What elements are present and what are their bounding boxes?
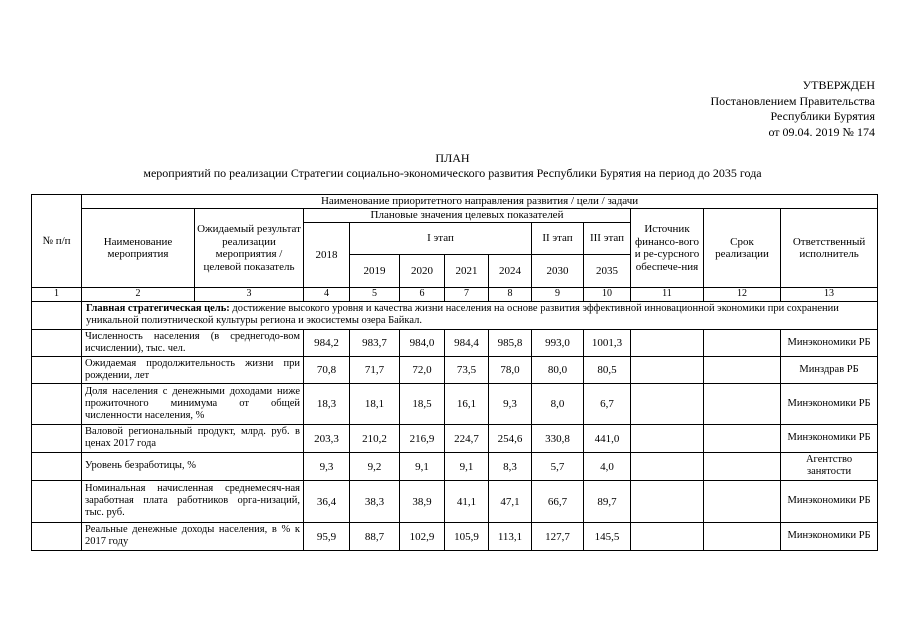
header-stage-2: II этап: [532, 223, 584, 255]
column-number: 10: [584, 288, 631, 302]
row-num-cell: [32, 480, 82, 522]
indicator-name: Реальные денежные доходы населения, в % к 2017 году: [82, 522, 304, 550]
row-num-cell: [32, 329, 82, 356]
responsible-cell: Минэкономики РБ: [781, 522, 878, 550]
row-num-cell: [32, 452, 82, 480]
header-term: Срок реализации: [704, 209, 781, 288]
source-cell: [631, 356, 704, 383]
indicator-name: Валовой региональный продукт, млрд. руб. в ценах 2017 года: [82, 424, 304, 452]
table-row: [32, 356, 878, 383]
source-cell: [631, 480, 704, 522]
indicator-name: Доля населения с денежными доходами ниже прожиточного минимума от общей численности населения, %: [82, 383, 304, 424]
goal-text: достижение высокого уровня и качества жизни населения на основе развития эффективной инновационной экономики при сохранении уникальной полиэтнической культуры региона и экосистемы озера Байкал.: [86, 303, 839, 326]
value-2021: 224,7: [445, 424, 489, 452]
value-2035: 4,0: [584, 452, 631, 480]
approval-stamp: [710, 78, 875, 140]
header-row: [32, 195, 878, 209]
header-year-2024: 2024: [489, 255, 532, 288]
value-2018: 70,8: [304, 356, 350, 383]
value-2018: 9,3: [304, 452, 350, 480]
column-number: 3: [195, 288, 304, 302]
value-2030: 8,0: [532, 383, 584, 424]
column-number: 8: [489, 288, 532, 302]
value-2035: 145,5: [584, 522, 631, 550]
approval-date: от 09.04. 2019 № 174: [768, 124, 875, 139]
column-number: 12: [704, 288, 781, 302]
column-number: 13: [781, 288, 878, 302]
value-2024: 9,3: [489, 383, 532, 424]
source-cell: [631, 383, 704, 424]
goal-label: Главная стратегическая цель:: [86, 303, 230, 314]
responsible-cell: Минэкономики РБ: [781, 480, 878, 522]
source-cell: [631, 329, 704, 356]
value-2030: 993,0: [532, 329, 584, 356]
term-cell: [704, 329, 781, 356]
document-heading: ПЛАН: [435, 151, 470, 165]
responsible-cell: Минэкономики РБ: [781, 329, 878, 356]
value-2035: 6,7: [584, 383, 631, 424]
value-2024: 113,1: [489, 522, 532, 550]
goal-cell: [82, 301, 878, 329]
plan-table: [31, 194, 878, 551]
column-number: 4: [304, 288, 350, 302]
value-2019: 983,7: [350, 329, 400, 356]
header-year-2018: 2018: [304, 223, 350, 288]
responsible-cell: Минэкономики РБ: [781, 424, 878, 452]
header-year-2030: 2030: [532, 255, 584, 288]
approval-line: УТВЕРЖДЕН: [802, 78, 875, 92]
source-cell: [631, 452, 704, 480]
table-row: [32, 329, 878, 356]
value-2035: 80,5: [584, 356, 631, 383]
header-group: Наименование приоритетного направления развития / цели / задачи: [82, 195, 878, 209]
responsible-cell: Минэкономики РБ: [781, 383, 878, 424]
header-year-2021: 2021: [445, 255, 489, 288]
value-2020: 216,9: [400, 424, 445, 452]
row-num-cell: [32, 424, 82, 452]
header-num: № п/п: [32, 195, 82, 288]
value-2019: 71,7: [350, 356, 400, 383]
header-name: Наименование мероприятия: [82, 209, 195, 288]
value-2024: 47,1: [489, 480, 532, 522]
value-2020: 984,0: [400, 329, 445, 356]
header-planned: Плановые значения целевых показателей: [304, 209, 631, 223]
column-number: 9: [532, 288, 584, 302]
row-num-cell: [32, 356, 82, 383]
indicator-name: Уровень безработицы, %: [82, 452, 304, 480]
source-cell: [631, 424, 704, 452]
value-2020: 9,1: [400, 452, 445, 480]
term-cell: [704, 452, 781, 480]
goal-row: [32, 301, 878, 329]
value-2021: 73,5: [445, 356, 489, 383]
value-2018: 95,9: [304, 522, 350, 550]
column-number: 7: [445, 288, 489, 302]
value-2018: 203,3: [304, 424, 350, 452]
indicator-name: Ожидаемая продолжительность жизни при рождении, лет: [82, 356, 304, 383]
header-row: [32, 209, 878, 223]
value-2020: 38,9: [400, 480, 445, 522]
value-2018: 984,2: [304, 329, 350, 356]
value-2021: 9,1: [445, 452, 489, 480]
value-2024: 8,3: [489, 452, 532, 480]
approval-line: Республики Бурятия: [770, 109, 875, 123]
column-number: 11: [631, 288, 704, 302]
value-2020: 102,9: [400, 522, 445, 550]
value-2021: 105,9: [445, 522, 489, 550]
document-subtitle: мероприятий по реализации Стратегии социально-экономического развития Республики Бурятия на период до 2035 года: [143, 166, 762, 180]
table-row: [32, 452, 878, 480]
header-source: Источник финансо-вого и ре-сурсного обеспече-ния: [631, 209, 704, 288]
value-2030: 5,7: [532, 452, 584, 480]
value-2021: 984,4: [445, 329, 489, 356]
header-year-2035: 2035: [584, 255, 631, 288]
value-2020: 72,0: [400, 356, 445, 383]
term-cell: [704, 383, 781, 424]
approval-line: Постановлением Правительства: [710, 93, 875, 108]
table-row: [32, 383, 878, 424]
value-2035: 89,7: [584, 480, 631, 522]
table-row: [32, 522, 878, 550]
value-2018: 18,3: [304, 383, 350, 424]
value-2030: 127,7: [532, 522, 584, 550]
row-num-cell: [32, 383, 82, 424]
term-cell: [704, 356, 781, 383]
value-2024: 78,0: [489, 356, 532, 383]
goal-num-cell: [32, 301, 82, 329]
value-2019: 88,7: [350, 522, 400, 550]
value-2035: 441,0: [584, 424, 631, 452]
header-result: Ожидаемый результат реализации мероприятия / целевой показатель: [195, 209, 304, 288]
value-2021: 41,1: [445, 480, 489, 522]
indicator-name: Численность населения (в среднегодо-вом исчислении), тыс. чел.: [82, 329, 304, 356]
value-2020: 18,5: [400, 383, 445, 424]
row-num-cell: [32, 522, 82, 550]
term-cell: [704, 480, 781, 522]
value-2021: 16,1: [445, 383, 489, 424]
indicator-name: Номинальная начисленная среднемесяч-ная заработная плата работников орга-низаций, тыс. руб.: [82, 480, 304, 522]
table-row: [32, 424, 878, 452]
value-2019: 210,2: [350, 424, 400, 452]
value-2030: 66,7: [532, 480, 584, 522]
table-row: [32, 480, 878, 522]
column-number: 1: [32, 288, 82, 302]
value-2019: 18,1: [350, 383, 400, 424]
header-year-2020: 2020: [400, 255, 445, 288]
value-2035: 1001,3: [584, 329, 631, 356]
responsible-cell: Минздрав РБ: [781, 356, 878, 383]
term-cell: [704, 424, 781, 452]
value-2019: 9,2: [350, 452, 400, 480]
value-2030: 80,0: [532, 356, 584, 383]
column-number: 2: [82, 288, 195, 302]
column-number-row: [32, 288, 878, 302]
header-stage-1: I этап: [350, 223, 532, 255]
source-cell: [631, 522, 704, 550]
responsible-cell: Агентство занятости: [781, 452, 878, 480]
header-year-2019: 2019: [350, 255, 400, 288]
value-2024: 254,6: [489, 424, 532, 452]
term-cell: [704, 522, 781, 550]
value-2019: 38,3: [350, 480, 400, 522]
column-number: 5: [350, 288, 400, 302]
column-number: 6: [400, 288, 445, 302]
header-stage-3: III этап: [584, 223, 631, 255]
value-2018: 36,4: [304, 480, 350, 522]
value-2024: 985,8: [489, 329, 532, 356]
header-responsible: Ответственный исполнитель: [781, 209, 878, 288]
value-2030: 330,8: [532, 424, 584, 452]
